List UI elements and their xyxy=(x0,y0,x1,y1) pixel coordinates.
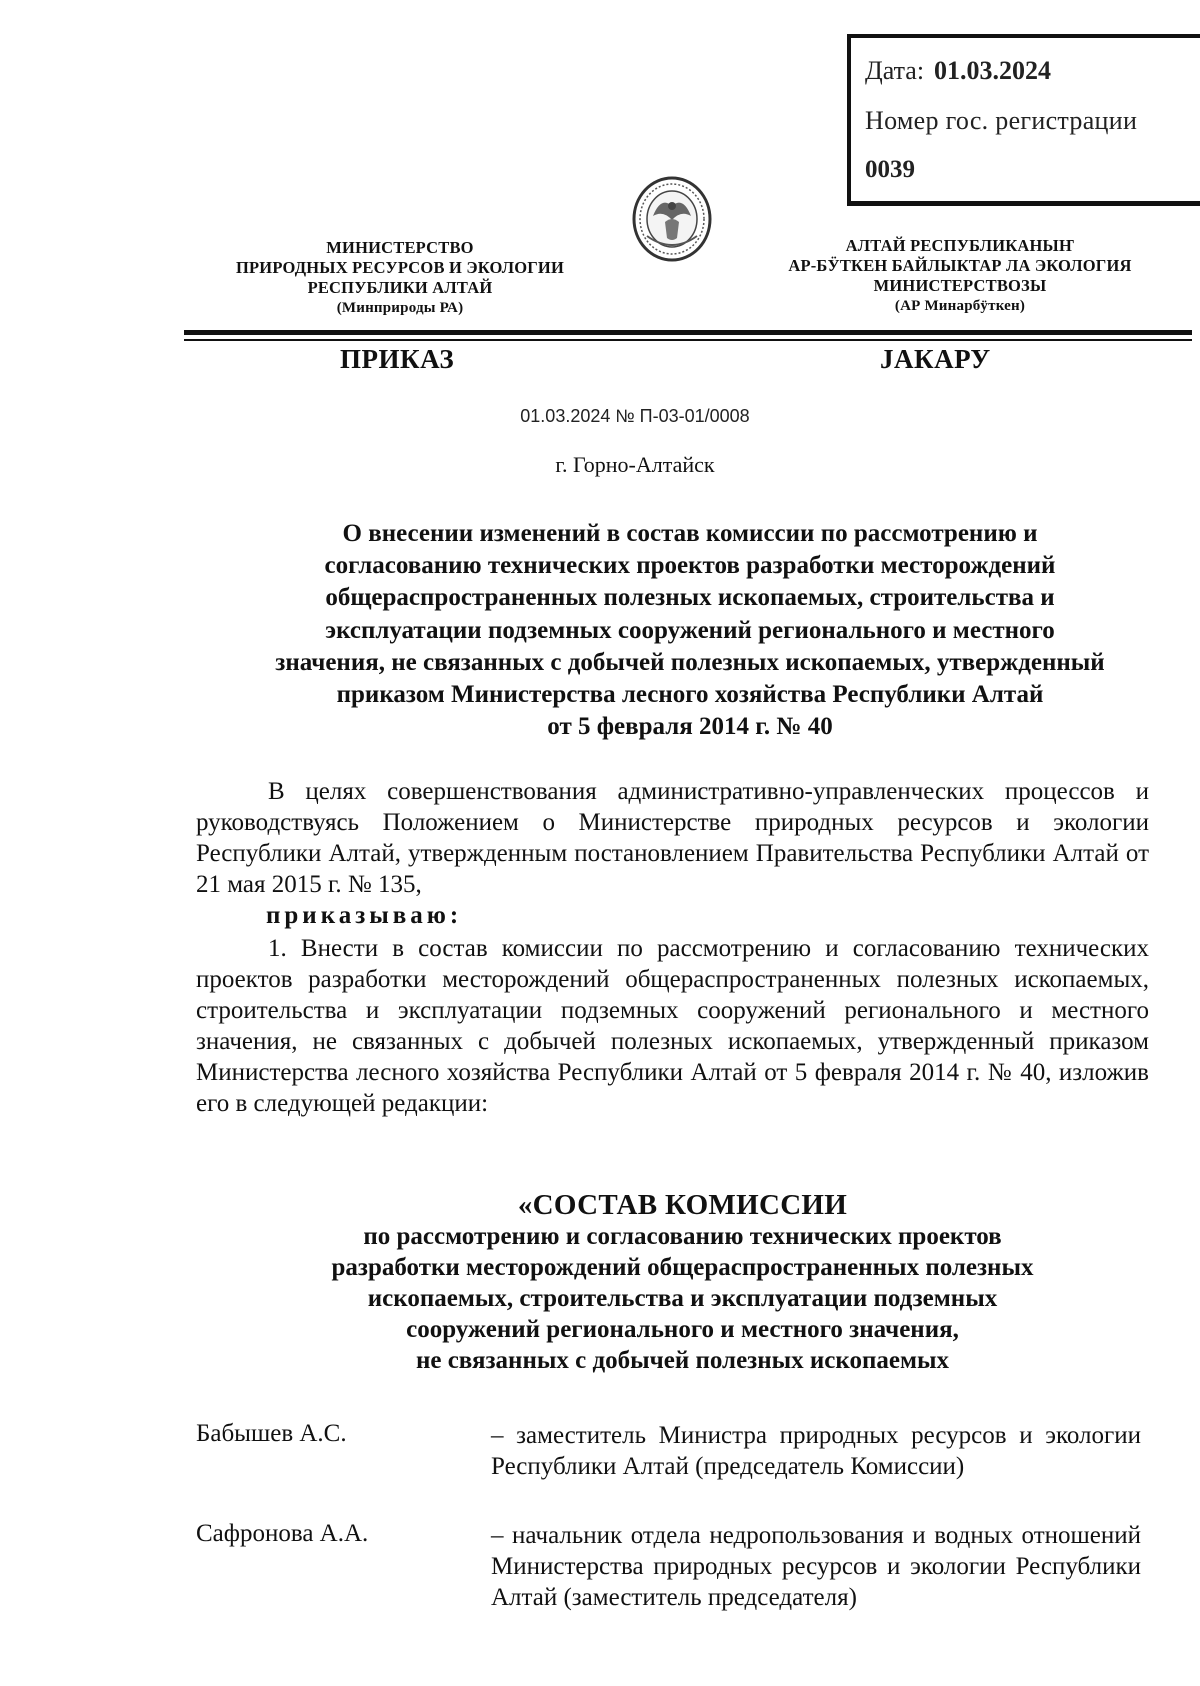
doc-kind-ru: ПРИКАЗ xyxy=(340,344,455,374)
doc-order-word: приказываю: xyxy=(266,902,463,929)
member-role: – заместитель Министра природных ресурсов и экологии Республики Алтай (председатель Комиссии) xyxy=(491,1422,1141,1480)
doc-title-line: общераспространенных полезных ископаемых, строительства и xyxy=(325,584,1055,612)
composition-title: «СОСТАВ КОМИССИИ xyxy=(517,1189,848,1221)
doc-title xyxy=(195,518,1185,743)
composition-subtitle-line: разработки месторождений общераспространенных полезных xyxy=(331,1254,1034,1281)
stamp-reg-number: 0039 xyxy=(865,156,915,183)
member-name: Сафронова А.А. xyxy=(196,1520,369,1547)
member-role: – начальник отдела недропользования и водных отношений Министерства природных ресурсов и экологии Республики Алтай (заместитель председателя) xyxy=(491,1522,1141,1611)
stamp-date-label: Дата: xyxy=(865,56,925,85)
composition-heading xyxy=(230,1190,1135,1376)
stamp-date-row xyxy=(865,56,1051,86)
doc-title-line: значения, не связанных с добычей полезных ископаемых, утвержденный xyxy=(275,648,1105,676)
emblem-icon xyxy=(631,176,713,262)
doc-title-line: от 5 февраля 2014 г. № 40 xyxy=(547,713,833,741)
header-ru-line3: РЕСПУБЛИКИ АЛТАЙ xyxy=(307,278,493,297)
doc-kind-alt: JАКАРУ xyxy=(880,344,991,374)
stamp-date-value: 01.03.2024 xyxy=(934,56,1052,85)
header-alt-line2: АР-БӰТКЕН БАЙЛЫКТАР ЛА ЭКОЛОГИЯ xyxy=(788,256,1132,275)
header-ru-line1: МИНИСТЕРСТВО xyxy=(326,238,474,257)
header-alt-line1: АЛТАЙ РЕСПУБЛИКАНЫҤ xyxy=(845,236,1075,255)
header-ru-line2: ПРИРОДНЫХ РЕСУРСОВ И ЭКОЛОГИИ xyxy=(235,258,565,277)
doc-title-line: приказом Министерства лесного хозяйства Республики Алтай xyxy=(336,681,1044,709)
composition-subtitle-line: по рассмотрению и согласованию технических проектов xyxy=(363,1223,1002,1250)
composition-subtitle-line: не связанных с добычей полезных ископаемых xyxy=(415,1347,950,1374)
composition-subtitle-line: ископаемых, строительства и эксплуатации подземных xyxy=(367,1285,998,1312)
stamp-reg-label: Номер гос. регистрации xyxy=(865,106,1138,135)
header-alt-line3: МИНИСТЕРСТВОЗЫ xyxy=(873,276,1047,295)
doc-preamble-text: В целях совершенствования административно-управленческих процессов и руководствуясь Положением о Министерстве природных ресурсов и экологии Республики Алтай, утвержденным постановлением Правительства Республики Алтай от 21 мая 2015 г. № 135, xyxy=(196,778,1149,898)
doc-item-1: 1. Внести в состав комиссии по рассмотрению и согласованию технических проектов разработки месторождений общераспространенных полезных ископаемых, строительства и эксплуатации подземных сооружений регионального и местного значения, не связанных с добычей полезных ископаемых, утвержденный приказом Министерства лесного хозяйства Республики Алтай от 5 февраля 2014 г. № 40, изложив его в следующей редакции: xyxy=(196,935,1149,1117)
ministry-header-ru xyxy=(200,238,600,318)
doc-title-line: эксплуатации подземных сооружений регионального и местного xyxy=(325,616,1055,644)
doc-title-line: О внесении изменений в состав комиссии по рассмотрению и xyxy=(342,520,1038,547)
doc-preamble xyxy=(196,776,1149,900)
doc-number: 01.03.2024 № П-03-01/0008 xyxy=(520,406,750,426)
header-divider-thick xyxy=(184,330,1192,335)
header-divider-thin xyxy=(184,339,1192,341)
doc-city: г. Горно-Алтайск xyxy=(555,452,715,477)
header-alt-line4: (АР Минарбӱткен) xyxy=(894,298,1026,314)
member-name: Бабышев А.С. xyxy=(196,1420,347,1447)
composition-subtitle-line: сооружений регионального и местного значения, xyxy=(406,1316,959,1343)
registration-stamp xyxy=(847,34,1200,206)
doc-title-line: согласованию технических проектов разработки месторождений xyxy=(324,552,1056,580)
ministry-header-alt xyxy=(740,236,1180,316)
header-ru-line4: (Минприроды РА) xyxy=(336,300,464,316)
